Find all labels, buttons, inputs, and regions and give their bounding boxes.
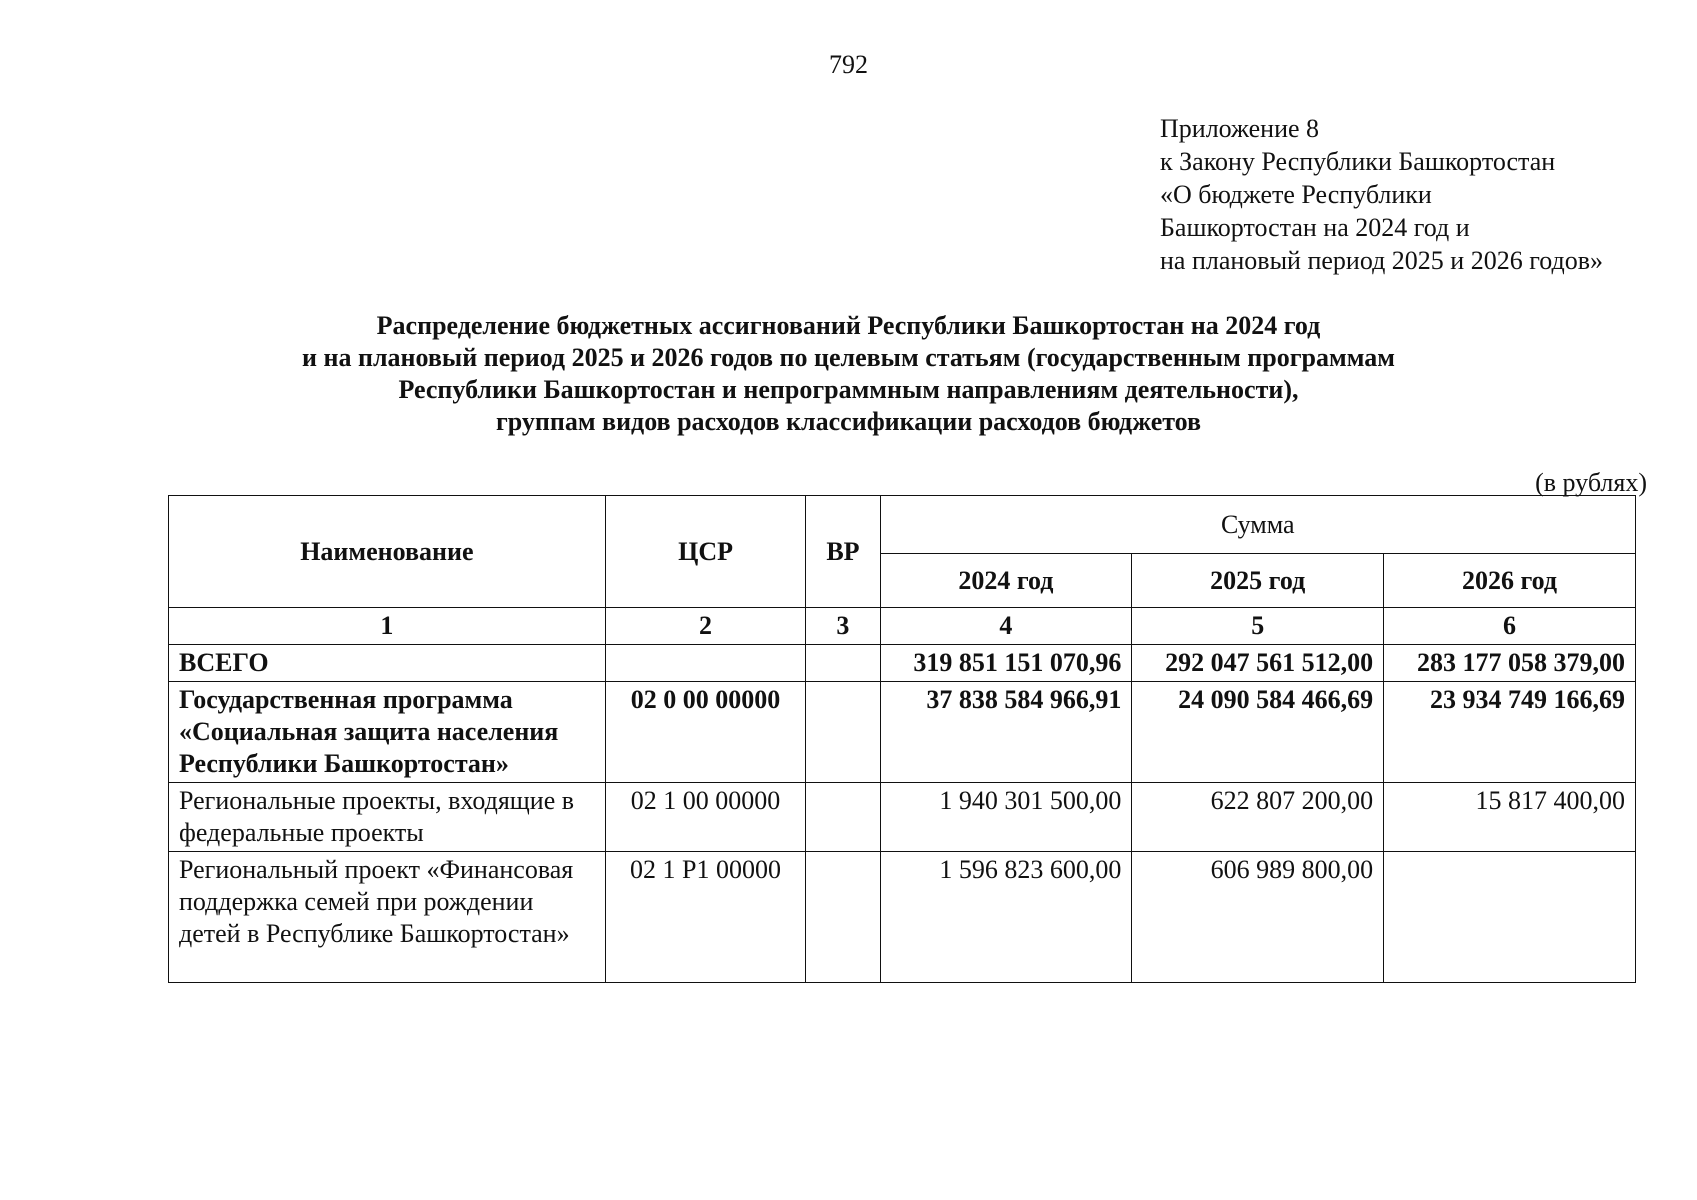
table-row-total	[169, 645, 1636, 682]
title-line: Распределение бюджетных ассигнований Республики Башкортостан на 2024 год	[376, 311, 1321, 340]
page-number: 792	[829, 50, 868, 79]
row-vr	[806, 783, 880, 852]
appendix-line: к Закону Республики Башкортостан	[1160, 147, 1556, 176]
row-amount-2024: 1 596 823 600,00	[880, 852, 1132, 983]
row-csr	[605, 645, 806, 682]
row-csr: 02 0 00 00000	[605, 682, 806, 783]
table-row	[169, 783, 1636, 852]
row-vr	[806, 645, 880, 682]
row-amount-2024: 1 940 301 500,00	[880, 783, 1132, 852]
header-year-2025: 2025 год	[1132, 554, 1384, 608]
row-vr	[806, 682, 880, 783]
row-name: Региональный проект «Финансовая поддержка семей при рождении детей в Республике Башкортостан»	[169, 852, 606, 983]
header-csr: ЦСР	[605, 496, 806, 608]
row-csr: 02 1 00 00000	[605, 783, 806, 852]
header-sum: Сумма	[880, 496, 1635, 554]
row-amount-2024: 37 838 584 966,91	[880, 682, 1132, 783]
row-name: Региональные проекты, входящие в федеральные проекты	[169, 783, 606, 852]
appendix-reference	[1160, 112, 1680, 277]
row-amount-2025: 292 047 561 512,00	[1132, 645, 1384, 682]
title-line: группам видов расходов классификации расходов бюджетов	[495, 407, 1202, 436]
row-amount-2026	[1384, 852, 1636, 983]
column-index: 5	[1132, 608, 1384, 645]
column-index: 4	[880, 608, 1132, 645]
column-index: 1	[169, 608, 606, 645]
row-name: ВСЕГО	[169, 645, 606, 682]
row-amount-2025: 606 989 800,00	[1132, 852, 1384, 983]
row-vr	[806, 852, 880, 983]
row-amount-2024: 319 851 151 070,96	[880, 645, 1132, 682]
header-year-2024: 2024 год	[880, 554, 1132, 608]
row-csr: 02 1 P1 00000	[605, 852, 806, 983]
header-year-2026: 2026 год	[1384, 554, 1636, 608]
header-name: Наименование	[169, 496, 606, 608]
row-amount-2026: 23 934 749 166,69	[1384, 682, 1636, 783]
units-note: (в рублях)	[1535, 468, 1647, 497]
column-index: 3	[806, 608, 880, 645]
row-amount-2025: 622 807 200,00	[1132, 783, 1384, 852]
table-row	[169, 852, 1636, 983]
row-amount-2026: 15 817 400,00	[1384, 783, 1636, 852]
column-index: 6	[1384, 608, 1636, 645]
row-amount-2025: 24 090 584 466,69	[1132, 682, 1384, 783]
header-vr: ВР	[806, 496, 880, 608]
column-index: 2	[605, 608, 806, 645]
appendix-line: Башкортостан на 2024 год и	[1160, 213, 1470, 242]
column-index-row	[169, 608, 1636, 645]
row-name: Государственная программа «Социальная защита населения Республики Башкортостан»	[169, 682, 606, 783]
appendix-line: Приложение 8	[1160, 114, 1320, 143]
appendix-line: «О бюджете Республики	[1160, 180, 1432, 209]
document-title	[0, 310, 1697, 438]
row-amount-2026: 283 177 058 379,00	[1384, 645, 1636, 682]
title-line: и на плановый период 2025 и 2026 годов по целевым статьям (государственным программам	[302, 343, 1395, 372]
budget-table	[168, 495, 1636, 983]
table-row-program	[169, 682, 1636, 783]
appendix-line: на плановый период 2025 и 2026 годов»	[1160, 246, 1603, 275]
title-line: Республики Башкортостан и непрограммным направлениям деятельности),	[398, 375, 1299, 404]
